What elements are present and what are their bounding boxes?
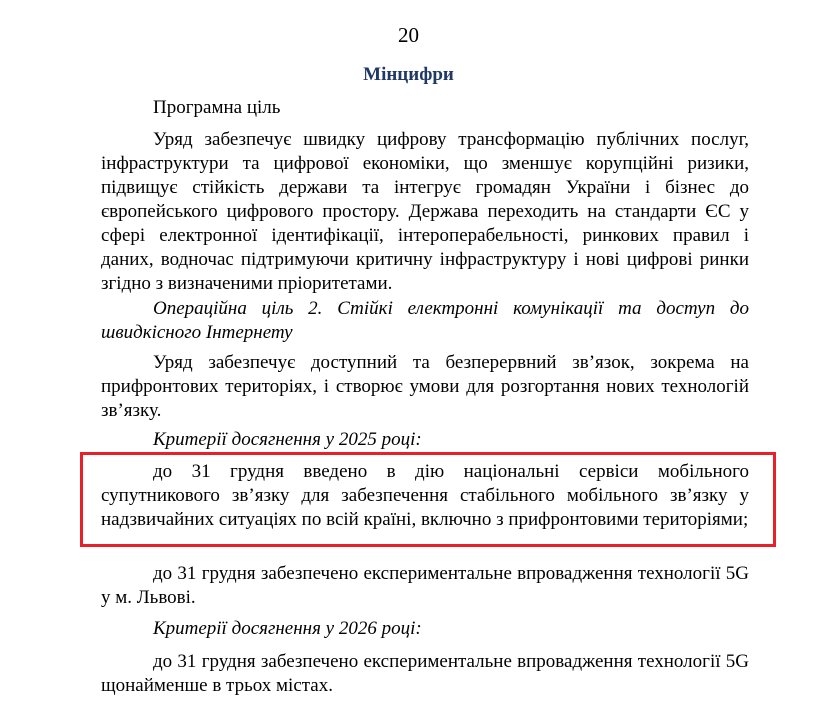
program-goal-heading: Програмна ціль: [153, 97, 281, 118]
operational-goal-text: Уряд забезпечує доступний та безперервний зв’язок, зокрема на прифронтових територіях, і створює умови для розгортання нових технологій зв’язку.: [101, 352, 749, 421]
ministry-heading: Мінцифри: [363, 64, 454, 85]
criteria-2026-heading: Критерії досягнення у 2026 році:: [153, 618, 422, 639]
criteria-2025-item-2: до 31 грудня забезпечено експериментальне впровадження технології 5G у м. Львові.: [101, 563, 749, 608]
program-goal-text: Уряд забезпечує швидку цифрову трансформацію публічних послуг, інфраструктури та цифрової економіки, що зменшує корупційні ризики, підвищує стійкість держави та інтегрує громадян України і бізнес до європейського цифрового простору. Держава переходить на стандарти ЄС у сфері електронної ідентифікації, інтероперабельності, ринкових правил і даних, водночас підтримуючи критичну інфраструктуру і нові цифрові ринки згідно з визначеними пріоритетами.: [101, 129, 749, 294]
operational-goal-heading: Операційна ціль 2. Стійкі електронні комунікації та доступ до швидкісного Інтернету: [101, 298, 749, 343]
criteria-2025-heading: Критерії досягнення у 2025 році:: [153, 429, 422, 450]
criteria-2026-item-1: до 31 грудня забезпечено експериментальне впровадження технології 5G щонайменше в трьох містах.: [101, 651, 749, 696]
page-number: 20: [398, 23, 419, 47]
criteria-2025-item-1: до 31 грудня введено в дію національні сервіси мобільного супутникового зв’язку для забезпечення стабільного мобільного зв’язку у надзвичайних ситуаціях по всій країні, включно з прифронтовими територіями;: [101, 461, 749, 530]
